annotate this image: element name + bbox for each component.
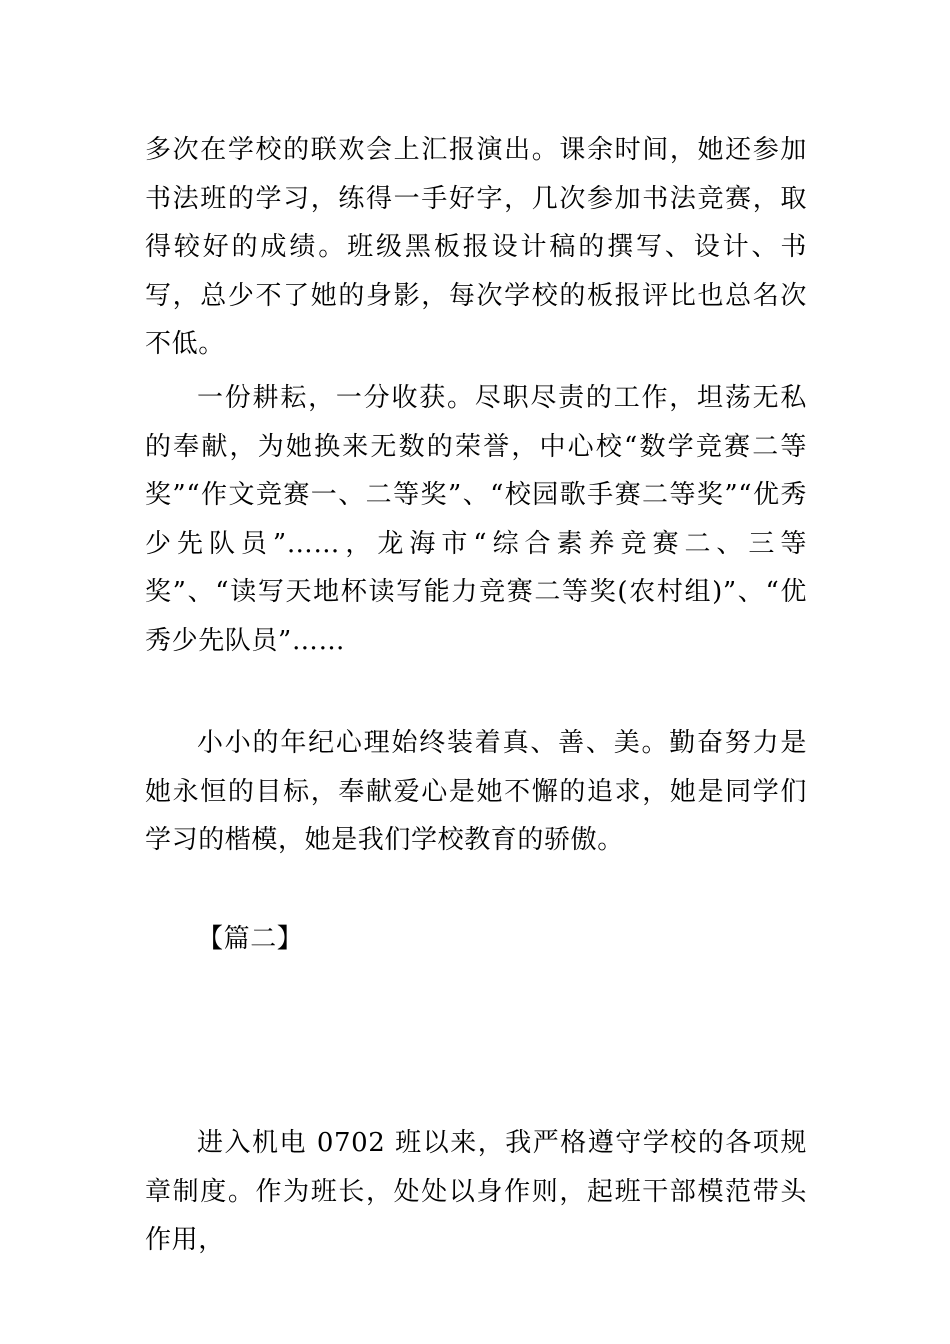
paragraph-1: 多次在学校的联欢会上汇报演出。课余时间，她还参加书法班的学习，练得一手好字，几次参加书法竞赛，取得较好的成绩。班级黑板报设计稿的撰写、设计、书写，总少不了她的身影，每次学校的板报评比也总名次不低。 <box>145 135 807 359</box>
paragraph-2: 一份耕耘，一分收获。尽职尽责的工作，坦荡无私的奉献，为她换来无数的荣誉，中心校“数学竞赛二等奖”“作文竞赛一、二等奖”、“校园歌手赛二等奖”“优秀少先队员”……，龙海市“综合素养竞赛二、三等奖”、“读写天地杯读写能力竞赛二等奖(农村组)”、“优秀少先队员”…… <box>145 383 807 656</box>
paragraph-3: 小小的年纪心理始终装着真、善、美。勤奋努力是她永恒的目标，奉献爱心是她不懈的追求，她是同学们学习的楷模，她是我们学校教育的骄傲。 <box>145 728 807 855</box>
section-heading: 【篇二】 <box>197 924 304 954</box>
paragraph-4: 进入机电 0702 班以来，我严格遵守学校的各项规章制度。作为班长，处处以身作则，起班干部模范带头作用， <box>145 1128 807 1255</box>
